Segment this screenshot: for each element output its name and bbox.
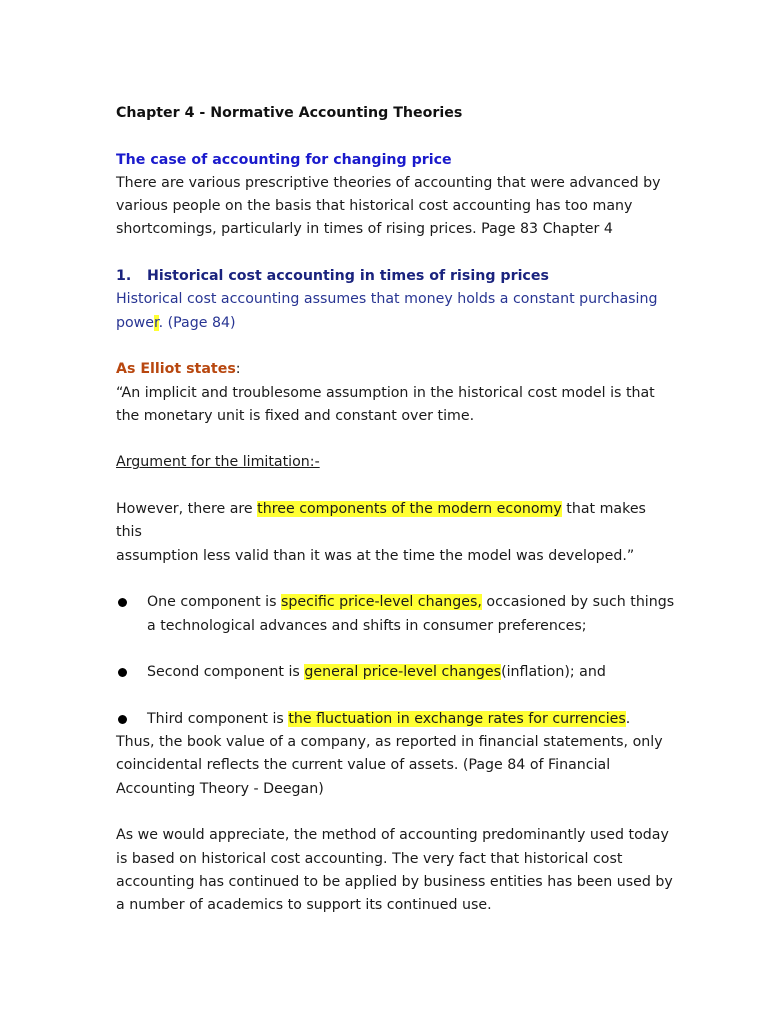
paragraph-line: There are various prescriptive theories of accounting that were advanced by: [116, 174, 661, 191]
heading-text: Historical cost accounting in times of rising prices: [147, 268, 549, 285]
paragraph-line: Historical cost accounting assumes that money holds a constant purchasing: [116, 291, 658, 308]
bullet-icon: [118, 715, 127, 724]
text-run: powe: [116, 314, 155, 331]
bullet-line: a technological advances and shifts in consumer preferences;: [147, 617, 587, 634]
text-run: :: [235, 361, 241, 378]
bullet-item: [116, 591, 676, 638]
bullet-line: [147, 708, 676, 731]
elliot-heading-line: [116, 358, 676, 381]
text-run: One component is: [147, 594, 282, 611]
list-number: 1.: [116, 268, 132, 285]
spacer: [116, 242, 676, 265]
paragraph-line: Accounting Theory - Deegan): [116, 780, 324, 797]
paragraph-line: coincidental reflects the current value of assets. (Page 84 of Financial: [116, 757, 611, 774]
bullet-line: [147, 661, 676, 684]
bullet-item: [116, 708, 676, 731]
text-run: Second component is: [147, 664, 305, 681]
text-run: that makes this: [116, 501, 646, 541]
paragraph-line: a number of academics to support its continued use.: [116, 897, 492, 914]
bullet-line: [147, 591, 676, 614]
elliot-heading: As Elliot states: [116, 361, 236, 378]
spacer: [116, 638, 676, 661]
page-title: Chapter 4 - Normative Accounting Theories: [116, 105, 463, 121]
paragraph-line: Thus, the book value of a company, as reported in financial statements, only: [116, 734, 663, 751]
spacer: [116, 684, 676, 707]
quote-line: “An implicit and troublesome assumption in the historical cost model is that: [116, 384, 655, 401]
text-run: However, there are: [116, 501, 258, 518]
paragraph-line: [116, 312, 676, 335]
paragraph-line: shortcomings, particularly in times of rising prices. Page 83 Chapter 4: [116, 221, 613, 238]
text-run: .: [625, 710, 631, 727]
spacer: [116, 428, 676, 451]
argument-heading: Argument for the limitation:-: [116, 454, 320, 471]
spacer: [116, 801, 676, 824]
highlighted-text: specific price-level changes,: [281, 594, 482, 611]
section-heading-historical-cost: [116, 265, 676, 288]
spacer: [116, 335, 676, 358]
text-run: . (Page 84): [158, 314, 236, 331]
section-heading-changing-price: The case of accounting for changing price: [116, 151, 452, 168]
spacer: [116, 568, 676, 591]
paragraph-line: accounting has continued to be applied by business entities has been used by: [116, 873, 673, 890]
text-run: Third component is: [147, 710, 289, 727]
bullet-item: [116, 661, 676, 684]
quote-line: the monetary unit is fixed and constant over time.: [116, 407, 475, 424]
highlighted-text: the fluctuation in exchange rates for currencies: [288, 710, 626, 727]
document-body: [116, 102, 676, 917]
bullet-icon: [118, 598, 127, 607]
highlighted-text: three components of the modern economy: [257, 501, 562, 518]
paragraph-line: assumption less valid than it was at the time the model was developed.”: [116, 547, 635, 564]
highlighted-text: r: [154, 314, 159, 331]
paragraph-line: [116, 498, 676, 545]
text-run: (inflation); and: [501, 664, 606, 681]
bullet-icon: [118, 668, 127, 677]
spacer: [116, 475, 676, 498]
text-run: occasioned by such things: [481, 594, 675, 611]
paragraph-line: As we would appreciate, the method of accounting predominantly used today: [116, 827, 669, 844]
paragraph-line: is based on historical cost accounting. The very fact that historical cost: [116, 850, 623, 867]
highlighted-text: general price-level changes: [304, 664, 502, 681]
paragraph-line: various people on the basis that historical cost accounting has too many: [116, 198, 633, 215]
spacer: [116, 125, 676, 148]
